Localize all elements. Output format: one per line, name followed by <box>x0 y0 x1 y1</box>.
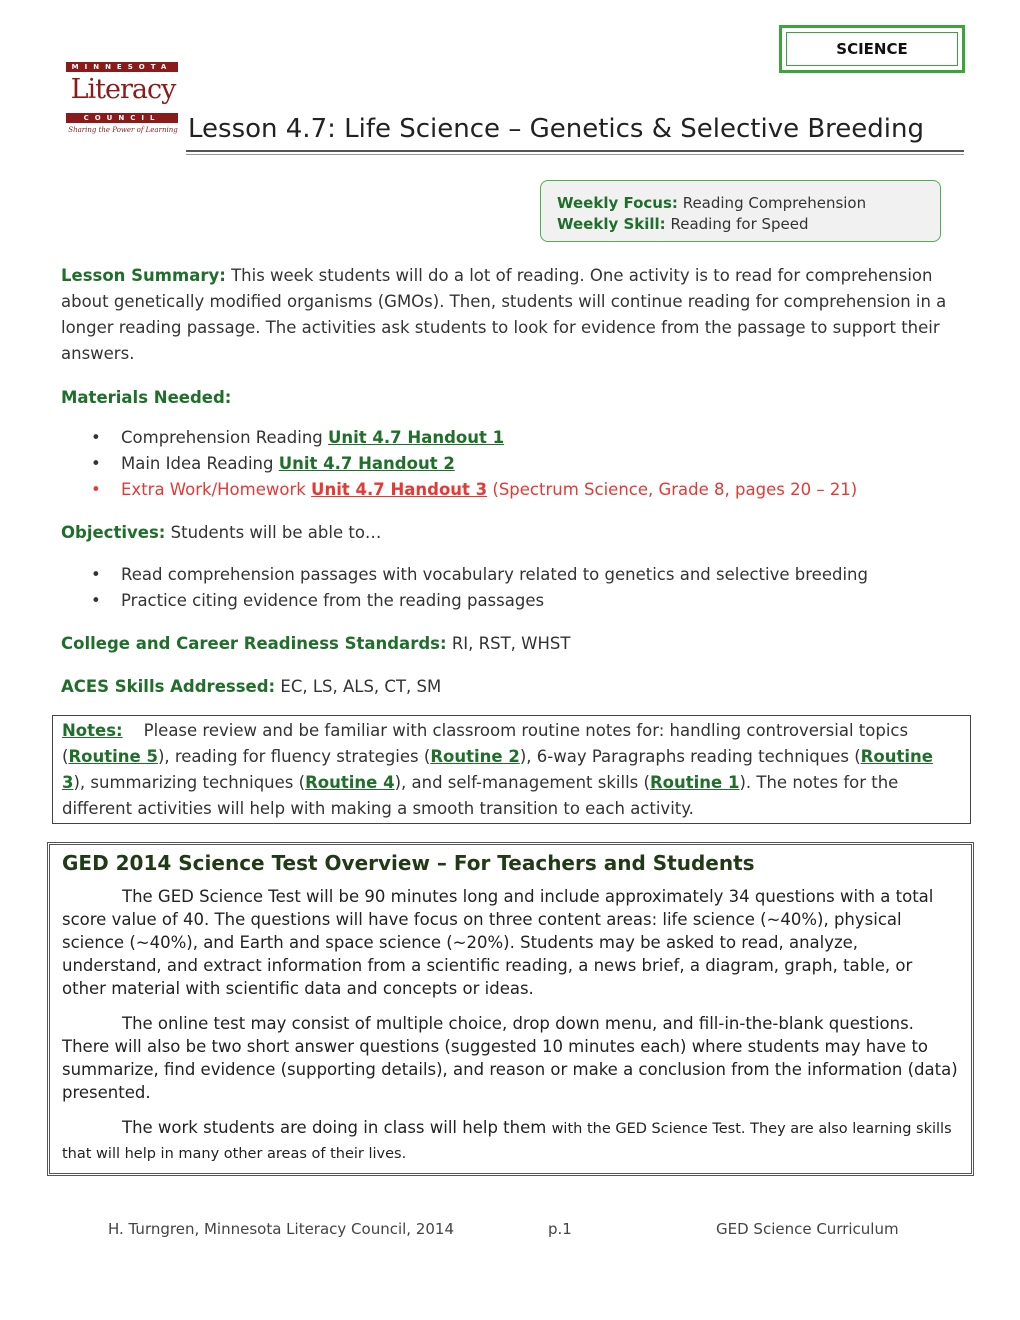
aces-label: ACES Skills Addressed: <box>61 677 276 696</box>
objectives-label: Objectives: <box>61 523 166 542</box>
weekly-focus-value: Reading Comprehension <box>682 194 867 212</box>
title-divider <box>186 150 964 152</box>
material-text: Main Idea Reading <box>121 454 279 473</box>
notes-text: Please review and be familiar with classroom routine notes for: handling controversial topics ( <box>62 721 909 766</box>
ged-paragraph-1: The GED Science Test will be 90 minutes long and include approximately 34 questions with a total score value of 40. The questions will have focus on three content areas: life science (~40%), physical science (~40%), and Earth and space science (~20%). Students may be asked to read, analyze, understand, and extract information from a scientific reading, a news brief, a diagram, graph, table, or other material with scientific data and concepts or ideas. <box>62 887 934 998</box>
page-title: Lesson 4.7: Life Science – Genetics & Selective Breeding <box>188 114 924 144</box>
notes-text: ). The notes for the different activities will help with making a smooth transition to each activity. <box>62 773 899 818</box>
routine-4-link[interactable]: Routine 4 <box>305 773 395 792</box>
routine-2-link[interactable]: Routine 2 <box>430 747 520 766</box>
routine-3-link[interactable]: Routine 3 <box>62 747 933 792</box>
handout-1-link[interactable]: Unit 4.7 Handout 1 <box>328 428 505 447</box>
objectives-heading <box>61 520 381 546</box>
materials-list <box>91 425 951 503</box>
notes-box <box>52 715 971 824</box>
subject-tag <box>779 25 965 73</box>
bullet-icon: • <box>91 454 101 473</box>
objectives-list <box>91 562 951 614</box>
material-text: Extra Work/Homework <box>121 480 312 499</box>
list-item <box>91 477 951 503</box>
ged-paragraph-3 <box>62 1116 959 1166</box>
logo-tagline: Sharing the Power of Learning <box>68 126 178 134</box>
notes-text: ), summarizing techniques ( <box>73 773 306 792</box>
logo-council: COUNCIL <box>66 113 178 123</box>
ged-paragraph-3-end: with the GED Science Test. They are also learning skills that will help in many other areas of their lives. <box>62 1121 952 1162</box>
list-item <box>91 425 951 451</box>
objective-text: Read comprehension passages with vocabulary related to genetics and selective breeding <box>121 565 868 584</box>
lesson-summary-label: Lesson Summary: <box>61 266 226 285</box>
ged-overview-box <box>47 842 974 1176</box>
weekly-focus-label: Weekly Focus: <box>557 194 678 212</box>
logo <box>66 62 180 138</box>
objectives-text: Students will be able to… <box>170 523 382 542</box>
lesson-summary-text: This week students will do a lot of reading. One activity is to read for comprehension about genetically modified organisms (GMOs). Then, students will continue reading for comprehension in a longer reading passage. The activities ask students to look for evidence from the passage to support their answers. <box>61 266 947 363</box>
standards-label: College and Career Readiness Standards: <box>61 634 447 653</box>
handout-3-link[interactable]: Unit 4.7 Handout 3 <box>311 480 488 499</box>
footer-page-number: p.1 <box>548 1220 572 1238</box>
list-item <box>91 588 951 614</box>
routine-5-link[interactable]: Routine 5 <box>68 747 158 766</box>
footer-curriculum: GED Science Curriculum <box>716 1220 899 1238</box>
routine-1-link[interactable]: Routine 1 <box>649 773 740 792</box>
lesson-summary <box>61 263 961 367</box>
footer-author: H. Turngren, Minnesota Literacy Council, 2014 <box>108 1220 455 1238</box>
notes-label: Notes: <box>62 721 123 740</box>
list-item <box>91 562 951 588</box>
aces-line <box>61 674 441 700</box>
bullet-icon: • <box>91 591 101 610</box>
weekly-skill-label: Weekly Skill: <box>557 215 666 233</box>
list-item <box>91 451 951 477</box>
bullet-icon: • <box>91 480 101 499</box>
material-note: (Spectrum Science, Grade 8, pages 20 – 21) <box>487 480 858 499</box>
standards-value: RI, RST, WHST <box>451 634 571 653</box>
ged-paragraph-3-start: The work students are doing in class will help them <box>122 1118 552 1137</box>
standards-line <box>61 631 570 657</box>
title-divider-thin <box>186 154 964 155</box>
bullet-icon: • <box>91 428 101 447</box>
objective-text: Practice citing evidence from the reading passages <box>121 591 545 610</box>
ged-paragraph-2: The online test may consist of multiple choice, drop down menu, and fill-in-the-blank questions. There will also be two short answer questions (suggested 10 minutes each) where students may have to summarize, find evidence (supporting details), and reason or make a conclusion from the information (data) presented. <box>62 1014 958 1102</box>
notes-text: ), and self-management skills ( <box>394 773 650 792</box>
weekly-focus-box <box>540 180 941 242</box>
aces-value: EC, LS, ALS, CT, SM <box>280 677 442 696</box>
logo-word: Literacy <box>70 74 176 105</box>
notes-text: ), 6-way Paragraphs reading techniques ( <box>519 747 861 766</box>
bullet-icon: • <box>91 565 101 584</box>
ged-overview-title: GED 2014 Science Test Overview – For Teachers and Students <box>62 851 755 875</box>
subject-tag-label: SCIENCE <box>786 32 958 66</box>
material-text: Comprehension Reading <box>121 428 328 447</box>
materials-heading: Materials Needed: <box>61 388 232 407</box>
logo-top-text: MINNESOTA <box>66 62 178 72</box>
notes-text: ), reading for fluency strategies ( <box>157 747 431 766</box>
weekly-skill-value: Reading for Speed <box>670 215 809 233</box>
handout-2-link[interactable]: Unit 4.7 Handout 2 <box>278 454 455 473</box>
